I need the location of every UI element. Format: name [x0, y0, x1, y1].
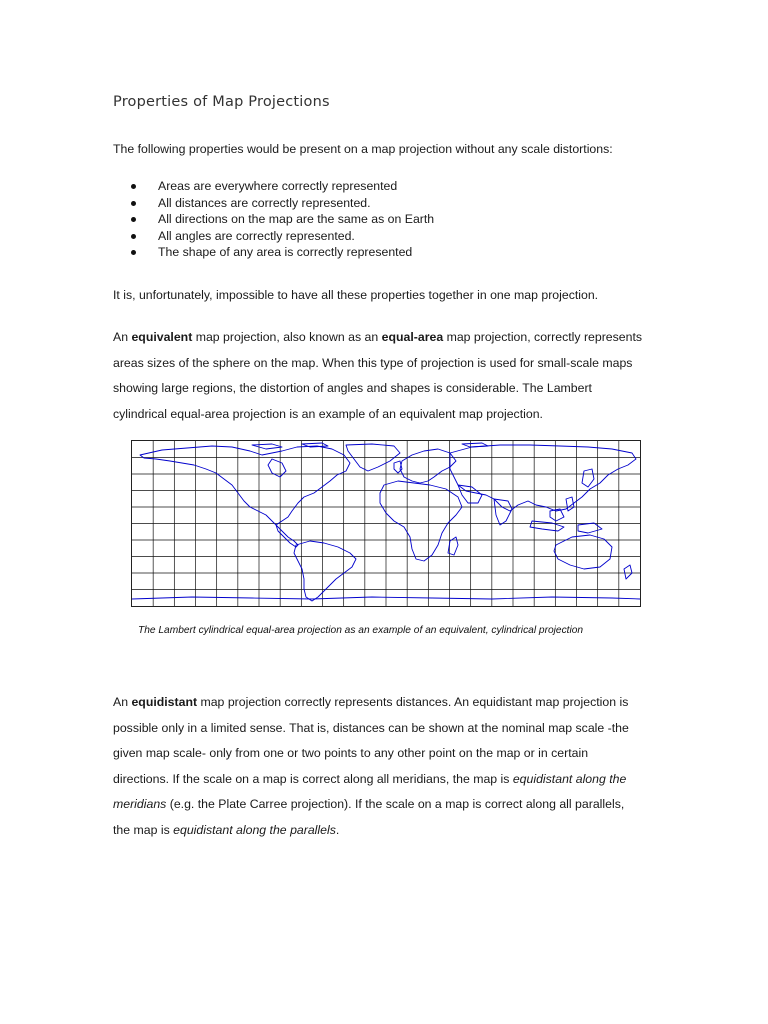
list-item: All directions on the map are the same as on Earth: [113, 211, 434, 228]
south-america-coastline: [294, 541, 356, 601]
world-map-figure: [131, 440, 641, 607]
bullet-icon: [131, 184, 136, 189]
intro-paragraph: The following properties would be present on a map projection without any scale distortions:: [113, 142, 613, 156]
asia-coastline: [450, 445, 636, 511]
indonesia-coastline: [530, 521, 564, 531]
list-item: Areas are everywhere correctly represented: [113, 178, 434, 195]
new-guinea-coastline: [578, 523, 602, 533]
properties-list: [113, 178, 434, 261]
equidistant-paragraph: An equidistant map projection correctly represents distances. An equidistant map projection is possible only in a limited sense. That is, distances can be shown at the nominal map scale -the given map scale- only from one or two points to any other point on the map or in certain directions. If the scale on a map is correct along all meridians, the map is equidistant along the meridians (e.g. the Plate Carree projection). If the scale on a map is correct along all parallels, the map is equidistant along the parallels.: [113, 695, 629, 837]
term-equidistant: equidistant: [131, 695, 198, 709]
map-graticule: [132, 441, 640, 606]
list-item: All distances are correctly represented.: [113, 195, 434, 212]
central-america-coastline: [276, 525, 298, 547]
lambert-projection-map: [132, 441, 640, 606]
bullet-icon: [131, 234, 136, 239]
bullet-icon: [131, 217, 136, 222]
new-zealand-coastline: [624, 565, 632, 579]
equivalent-paragraph: An equivalent map projection, also known as an equal-area map projection, correctly represents areas sizes of the sphere on the map. When this type of projection is used for small-scale maps showing large regions, the distortion of angles and shapes is considerable. The Lambert cylindrical equal-area projection is an example of an equivalent map projection.: [113, 330, 643, 421]
bullet-icon: [131, 201, 136, 206]
list-item: All angles are correctly represented.: [113, 228, 434, 245]
japan-coastline: [582, 469, 594, 487]
term-equal-area: equal-area: [381, 330, 444, 344]
figure-caption: The Lambert cylindrical equal-area projection as an example of an equivalent, cylindrical projection: [138, 625, 584, 636]
india-coastline: [494, 499, 512, 525]
list-item: The shape of any area is correctly represented: [113, 244, 434, 261]
impossible-note: It is, unfortunately, impossible to have all these properties together in one map projection.: [113, 288, 599, 302]
term-equivalent: equivalent: [131, 330, 193, 344]
bullet-icon: [131, 250, 136, 255]
page-title: Properties of Map Projections: [113, 94, 330, 110]
north-america-coastline: [140, 446, 350, 525]
